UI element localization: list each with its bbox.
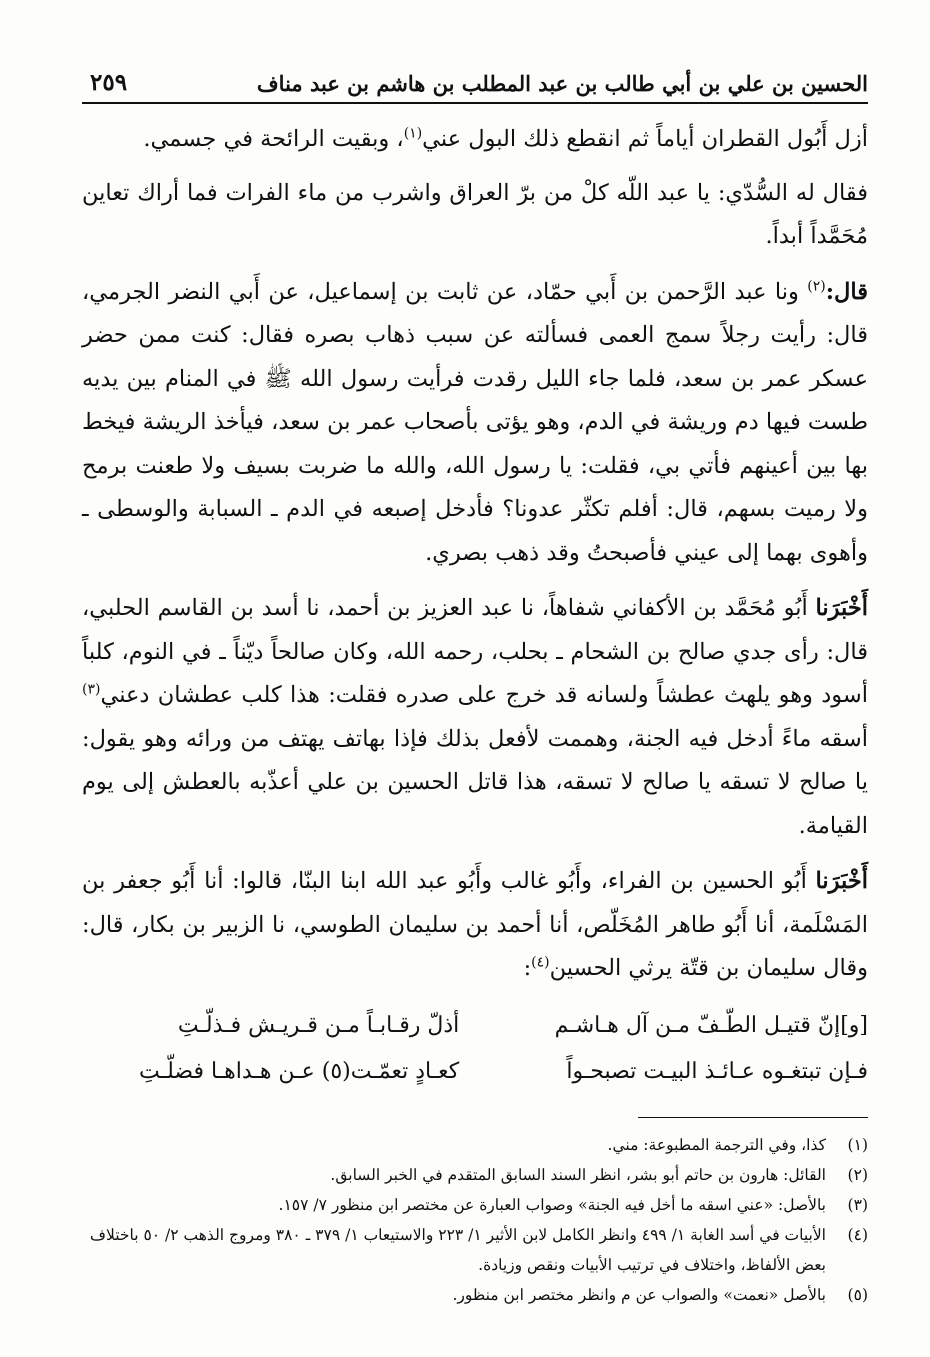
footnote [82,1160,868,1190]
main-text [82,118,868,1095]
footnote-number: (٤) [847,1225,868,1244]
running-header [82,56,868,96]
footnote-ref[interactable]: (١) [403,125,423,142]
header-title: الحسين بن علي بن أبي طالب بن عبد المطلب بن هاشم بن عبد مناف [256,71,868,96]
verse-second-half: كعـادٍ تعمّـت(٥) عـن هـداهـا فضلّـتِ [139,1058,460,1084]
paragraph: قال:$^{(٢)}$ ونا عبد الرَّحمن بن أَبي حمّاد، عن ثابت بن إسماعيل، عن أَبي النضر الجرمي، قال: رأيت رجلاً سمج العمى فسألته عن سبب ذهاب بصره فقال: كنت ممن حضر عسكر عمر بن سعد، فلما جاء الليل رقدت فرأيت رسول الله ﷺ في المنام بين يديه طست فيها دم وريشة في الدم، وهو يؤتى بأصحاب عمر بن سعد، فيأخذ الريشة فيخط بها بين أعينهم فأتي بي، فقلت: يا رسول الله، والله ما ضربت بسيف ولا طعنت برمح ولا رميت بسهم، قال: أفلم تكثّر عدونا؟ فأدخل إصبعه في الدم ـ السبابة والوسطى ـ وأهوى بهما إلى عيني فأصبحتُ وقد ذهب بصري. [82,278,868,566]
footnote-text: كذا، وفي الترجمة المطبوعة: مني. [607,1135,826,1154]
paragraph: أَخْبَرَنا أَبُو مُحَمَّد بن الأكفاني شفاهاً، نا عبد العزيز بن أحمد، نا أسد بن القاسم الحلبي، قال: رأى جدي صالح بن الشحام ـ بحلب، رحمه الله، وكان صالحاً ديّناً ـ في النوم، كلباً أسود وهو يلهث عطشاً ولسانه قد خرج على صدره فقلت: هذا كلب عطشان دعني$^{(٣)}$ أسقه ماءً أدخل فيه الجنة، وهممت لأفعل بذلك فإذا بهاتف يهتف من ورائه وهو يقول: يا صالح لا تسقه يا صالح لا تسقه، هذا قاتل الحسين بن علي أعذّبه بالعطش إلى يوم القيامة. [82,595,868,839]
footnote [82,1190,868,1220]
footnote-number: (٢) [847,1165,868,1184]
page-number: ٢٥٩ [90,69,128,96]
verse-second-half: أذلّ رقـابـاً مـن قـريـش فـذلّـتِ [177,1012,460,1038]
paragraph: أزل أَبُول القطران أياماً ثم انقطع ذلك البول عني$^{(١)}$، وبقيت الرائحة في جسمي. [143,125,868,152]
footnote-ref[interactable]: (٤) [531,954,550,971]
paragraph: فقال له السُّدّي: يا عبد اللّه كلْ من برّ العراق واشرب من ماء الفرات فما أراك تعاين مُحَمَّداً أبداً. [82,179,868,249]
paragraph-lead: قال: [825,278,868,305]
footnote-ref[interactable]: (٢) [807,278,826,294]
footnote-text: القائل: هارون بن حاتم أبو بشر، انظر السند السابق المتقدم في الخبر السابق. [330,1165,826,1184]
footnote-number: (١) [847,1135,868,1154]
footnote [82,1130,868,1160]
footnote-number: (٣) [847,1195,868,1214]
footnotes [82,1130,868,1310]
verse-line [82,1003,868,1049]
paragraph-lead: أَخْبَرَنا [815,595,868,621]
footnote-number: (٥) [847,1285,868,1304]
footnote [82,1220,868,1280]
header-rule [82,102,868,104]
footnote-text: الأبيات في أسد الغابة ١/ ٤٩٩ وانظر الكامل لابن الأثير ١/ ٢٢٣ والاستيعاب ١/ ٣٧٩ ـ ٣٨٠ ومروج الذهب ٢/ ٥٠ باختلاف بعض الألفاظ، واختلاف في ترتيب الأبيات ونقص وزيادة. [89,1225,826,1274]
footnote-text: بالأصل: «عني اسقه ما أخل فيه الجنة» وصواب العبارة عن مختصر ابن منظور ٧/ ١٥٧. [278,1195,826,1214]
verse-first-half: فـإن تبتغـوه عـائـذ البيـت تصبحـواً [566,1058,868,1084]
verse-first-half: [و]إنّ قتيـل الطّـفّ مـن آل هـاشـم [554,1012,868,1038]
footnote [82,1280,868,1310]
paragraph-lead: أَخْبَرَنا [815,868,868,894]
verse-line [82,1049,868,1095]
footnote-text: بالأصل «نعمت» والصواب عن م وانظر مختصر ابن منظور. [452,1285,826,1304]
footnote-ref[interactable]: (٣) [82,681,101,698]
footnote-separator [638,1117,868,1118]
paragraph: أَخْبَرَنا أَبُو الحسين بن الفراء، وأَبُو غالب وأَبُو عبد الله ابنا البنّا، قالوا: أنا أَبُو جعفر بن المَسْلَمة، أنا أَبُو طاهر المُخَلّص، أنا أحمد بن سليمان الطوسي، نا الزبير بن بكار، قال: وقال سليمان بن قتّة يرثي الحسين$^{(٤)}$: [82,868,868,981]
